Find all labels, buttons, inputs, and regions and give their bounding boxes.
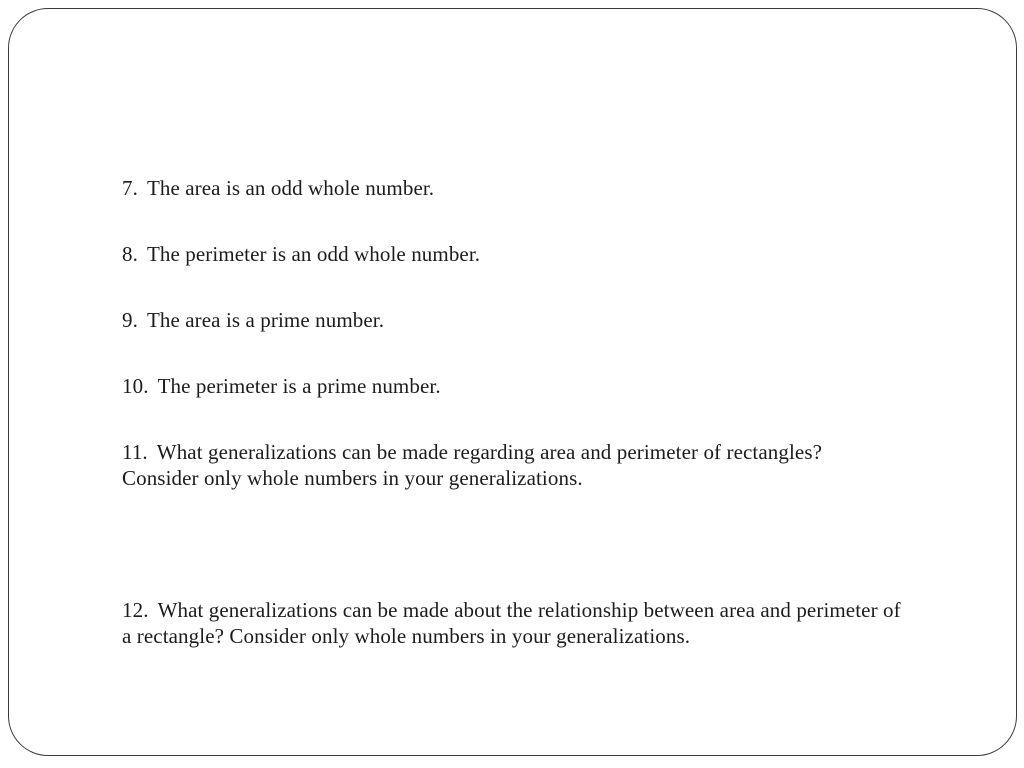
question-first-line — [122, 307, 990, 333]
question-number: 11. — [122, 440, 148, 464]
slide-border — [8, 8, 1017, 756]
question-item — [122, 373, 990, 399]
question-first-line — [122, 597, 990, 623]
question-item — [122, 597, 990, 649]
question-number: 9. — [122, 308, 138, 332]
question-first-line — [122, 439, 990, 465]
question-first-line — [122, 175, 990, 201]
question-item — [122, 175, 990, 201]
question-text: What generalizations can be made regarding area and perimeter of rectangles? — [156, 440, 823, 464]
question-item — [122, 439, 990, 491]
question-item — [122, 307, 990, 333]
question-list — [122, 175, 990, 649]
question-text: The area is an odd whole number. — [146, 176, 435, 200]
question-wrap-line: Consider only whole numbers in your generalizations. — [122, 466, 583, 490]
question-text: The perimeter is an odd whole number. — [146, 242, 481, 266]
question-number: 7. — [122, 176, 138, 200]
question-text: What generalizations can be made about the relationship between area and perimeter of — [157, 598, 901, 622]
question-first-line — [122, 241, 990, 267]
question-number: 8. — [122, 242, 138, 266]
question-number: 10. — [122, 374, 149, 398]
question-item — [122, 241, 990, 267]
question-text: The area is a prime number. — [146, 308, 385, 332]
question-wrap-line: a rectangle? Consider only whole numbers in your generalizations. — [122, 624, 691, 648]
question-text: The perimeter is a prime number. — [157, 374, 441, 398]
question-number: 12. — [122, 598, 149, 622]
question-first-line — [122, 373, 990, 399]
